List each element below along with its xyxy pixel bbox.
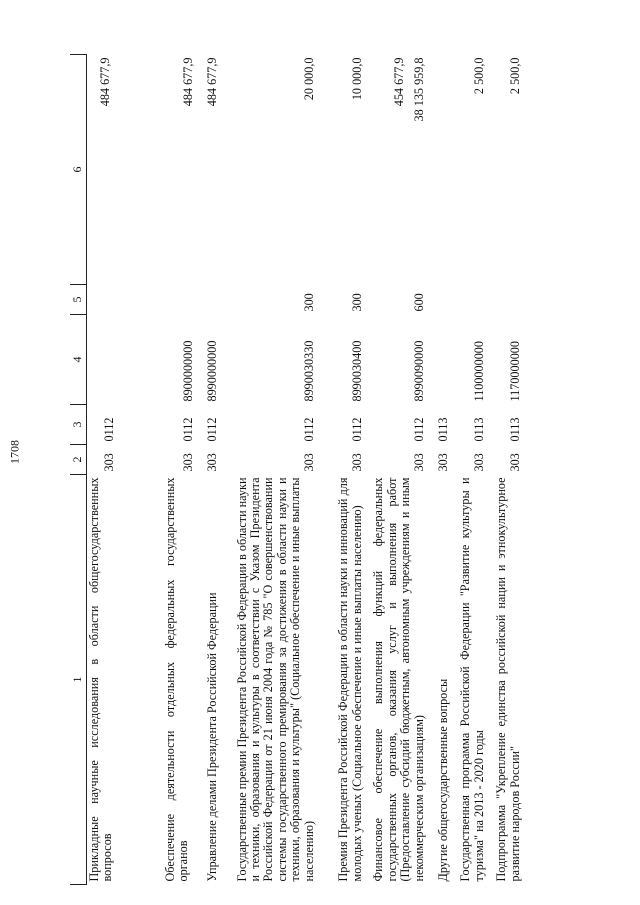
row-code-5: 600	[411, 293, 426, 312]
row-name: Государственные премии Президента Российской Федерации в области науки и техники, образования и культуры в соответствии с Указом Президента Российской Федерации от 21 июня 2004 года № 785 "О совершенствовании системы государственного премирования за достижения в области науки и техники, образования и культуры" (Социальное обеспечение и иные выплаты населению)	[234, 477, 316, 882]
header-col-1: 1	[70, 475, 87, 885]
row-amount	[427, 55, 451, 285]
row-amount-value: 2 500,0	[507, 57, 522, 95]
row-code-5	[205, 285, 235, 315]
row-code-4: 8990000000	[204, 340, 219, 402]
row-amount-value: 20 000,0	[301, 57, 316, 101]
row-name: Подпрограмма "Укрепление единства российской нации и этнокультурное развитие народов России"	[494, 477, 522, 882]
row-code-3: 0112	[102, 417, 116, 442]
table-row	[451, 55, 487, 885]
table-row	[205, 55, 235, 885]
row-code-5: 300	[301, 293, 316, 312]
header-row	[70, 55, 87, 885]
row-code-2: 303	[180, 453, 195, 472]
row-code-4: 8900000000	[180, 340, 195, 402]
row-amount-value: 10 000,0	[349, 57, 364, 101]
row-code-2: 303	[301, 453, 316, 472]
row-amount	[487, 55, 523, 285]
row-amount	[163, 55, 205, 285]
header-col-4: 4	[70, 315, 87, 405]
row-code-3: 0112	[180, 417, 195, 442]
table-row	[365, 55, 427, 885]
row-code-4: 1100000000	[471, 341, 486, 402]
row-code-4: 8990030400	[349, 340, 364, 402]
row-code-3: 0112	[411, 417, 426, 442]
row-amount-value: 484 677,9	[98, 57, 112, 107]
row-code-4: 8990030330	[301, 340, 316, 402]
row-code-2: 303	[435, 453, 450, 472]
row-code-5	[451, 285, 487, 315]
row-amount	[205, 55, 235, 285]
page-number	[0, 0, 30, 905]
row-code-5: 300	[349, 293, 364, 312]
row-name: Государственная программа Российской Федерации "Развитие культуры и туризма" на 2013 - 2020 годы	[458, 477, 486, 882]
row-name: Премия Президента Российской Федерации в области науки и инноваций для молодых ученых (Социальное обеспечение и иные выплаты населению)	[336, 477, 364, 882]
row-amount	[87, 55, 163, 285]
row-name: Прикладные научные исследования в области общегосударственных вопросов	[87, 477, 115, 882]
budget-table-page	[70, 55, 620, 885]
row-amount-value-section-total: 38 135 959,8	[411, 57, 426, 122]
table-row	[235, 55, 317, 885]
row-code-2: 303	[349, 453, 364, 472]
table-row	[317, 55, 365, 885]
row-amount-value: 2 500,0	[471, 57, 486, 95]
row-amount-value: 484 677,9	[204, 57, 219, 107]
row-amount	[365, 55, 427, 285]
header-col-3: 3	[70, 405, 87, 445]
row-amount	[235, 55, 317, 285]
table-row	[427, 55, 451, 885]
row-name: Обеспечение деятельности отдельных федеральных государственных органов	[162, 477, 190, 882]
row-name: Управление делами Президента Российской Федерации	[204, 592, 219, 882]
row-code-3: 0112	[349, 417, 364, 442]
row-code-2: 303	[102, 453, 116, 472]
row-code-3: 0113	[471, 417, 486, 442]
header-col-6: 6	[70, 55, 87, 285]
row-amount-value: 454 677,9	[392, 57, 407, 107]
row-code-2: 303	[507, 453, 522, 472]
row-amount	[317, 55, 365, 285]
row-code-4: 1170000000	[507, 341, 522, 402]
row-code-4	[87, 315, 163, 405]
page-number-text: 1708	[7, 440, 22, 464]
budget-table	[70, 54, 523, 885]
row-code-5	[487, 285, 523, 315]
row-code-5	[427, 285, 451, 315]
row-code-2: 303	[204, 453, 219, 472]
row-name: Финансовое обеспечение выполнения функций федеральных государственных органов, оказания услуг и выполнения работ (Предоставление субсидий бюджетным, автономным учреждениям и иным некоммерческим организациям)	[371, 477, 426, 882]
table-row	[87, 55, 163, 885]
row-code-4	[427, 315, 451, 405]
row-code-4: 8990090000	[411, 340, 426, 402]
row-code-5	[87, 285, 163, 315]
row-code-3: 0112	[204, 417, 219, 442]
row-amount-value: 484 677,9	[180, 57, 195, 107]
table-row	[163, 55, 205, 885]
header-col-5: 5	[70, 285, 87, 315]
row-code-5	[163, 285, 205, 315]
header-col-2: 2	[70, 445, 87, 475]
row-code-3: 0113	[507, 417, 522, 442]
row-name: Другие общегосударственные вопросы	[435, 678, 450, 882]
row-code-3: 0112	[301, 417, 316, 442]
row-code-2: 303	[471, 453, 486, 472]
row-code-3: 0113	[435, 417, 450, 442]
table-row	[487, 55, 523, 885]
row-code-2: 303	[411, 453, 426, 472]
row-amount	[451, 55, 487, 285]
